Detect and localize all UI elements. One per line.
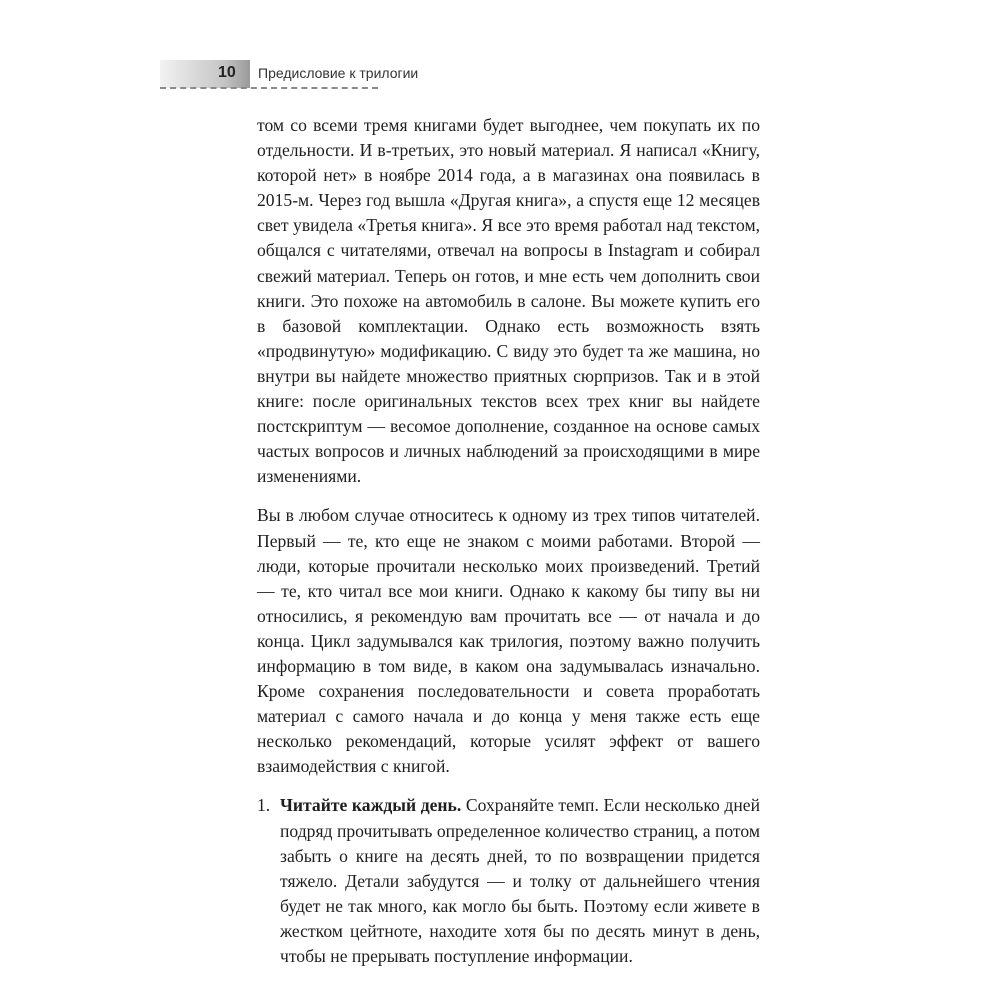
list-item-heading: Читайте каждый день. — [280, 795, 462, 816]
running-header — [160, 60, 540, 96]
body-paragraph: Вы в любом случае относитесь к одному из трех типов читателей. Первый — те, кто еще не знаком с моими работами. Второй — люди, которые прочитали несколько моих произведений. Третий — те, кто читал все мои книги. Однако к какому бы типу вы ни относились, я рекомендую вам прочитать все — от начала и до конца. Цикл задумывался как трилогия, поэтому важно получить информацию в том виде, в каком она задумывалась изначально. Кроме сохранения последовательности и совета проработать материал с самого начала и до конца у меня также есть еще несколько рекомендаций, которые усилят эффект от вашего взаимодействия с книгой. — [257, 505, 760, 777]
page-number: 10 — [218, 64, 236, 81]
list-item-text: Сохраняйте темп. Если несколько дней подряд прочитывать определенное количество страниц, а потом забыть о книге на десять дней, то по возвращении придется тяжело. Детали забудутся — и толку от дальнейшего чтения будет не так много, как могло бы быть. Поэтому если живете в жестком цейтноте, находите хотя бы по десять минут в день, чтобы не прерывать поступление информации. — [280, 795, 760, 966]
recommendation-list — [257, 793, 760, 969]
list-item-number: 1. — [257, 795, 271, 816]
running-title: Предисловие к трилогии — [258, 65, 419, 81]
body-paragraph: том со всеми тремя книгами будет выгоднее, чем покупать их по отдельности. И в-третьих, это новый материал. Я написал «Книгу, которой нет» в ноябре 2014 года, а в магазинах она появилась в 2015-м. Через год вышла «Другая книга», а спустя еще 12 месяцев свет увидела «Третья книга». Я все это время работал над текстом, общался с читателями, отвечал на вопросы в Instagram и собирал свежий материал. Теперь он готов, и мне есть чем дополнить свои книги. Это похоже на автомобиль в салоне. Вы можете купить его в базовой комплектации. Однако есть возможность взять «продвинутую» модификацию. С виду это будет та же машина, но внутри вы найдете множество приятных сюрпризов. Так и в этой книге: после оригинальных текстов всех трех книг вы найдете постскриптум — весомое дополнение, созданное на основе самых частых вопросов и личных наблюдений за происходящими в мире изменениями. — [257, 115, 760, 487]
header-gradient-bar — [160, 60, 250, 88]
page-body — [257, 113, 760, 969]
list-item — [257, 793, 760, 969]
header-dashed-rule — [160, 87, 378, 89]
